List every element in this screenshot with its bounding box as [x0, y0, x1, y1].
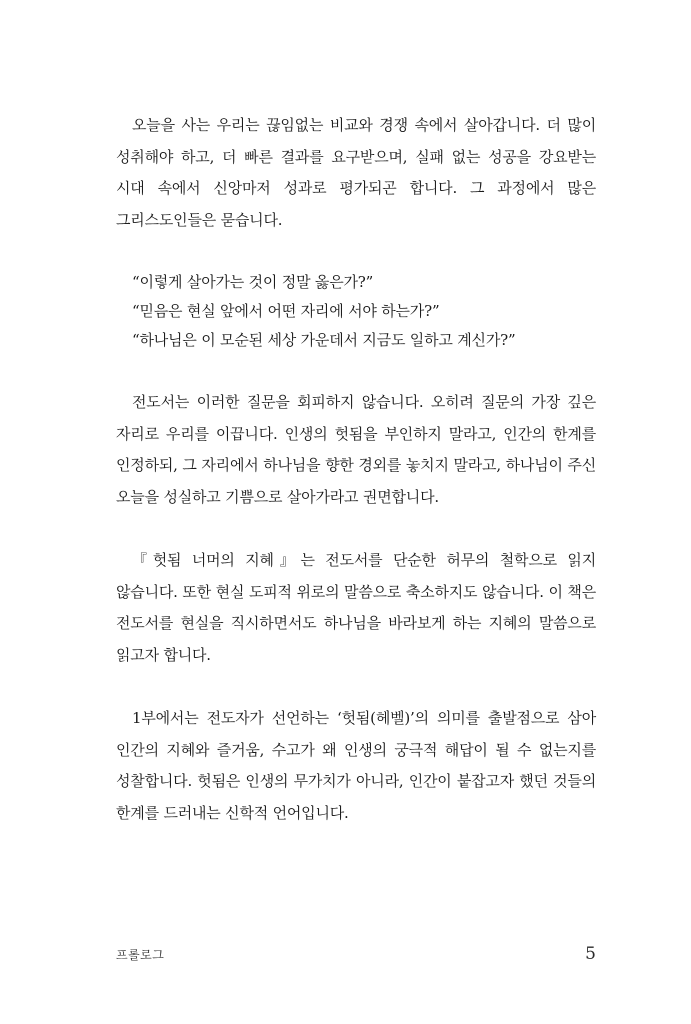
page-footer [116, 944, 596, 968]
quote-line: “믿음은 현실 앞에서 어떤 자리에 서야 하는가?” [132, 302, 440, 320]
paragraph-ecclesiastes: 전도서는 이러한 질문을 회피하지 않습니다. 오히려 질문의 가장 깊은 자리로 우리를 이끕니다. 인생의 헛됨을 부인하지 말라고, 인간의 한계를 인정하되, 그 자리에서 하나님을 향한 경외를 놓치지 말라고, 하나님이 주신 오늘을 성실하고 기쁨으로 살아가라고 권면합니다. [116, 393, 596, 506]
quote-list [116, 268, 596, 355]
page-body [116, 110, 596, 829]
quote-line: “이렇게 살아가는 것이 정말 옳은가?” [132, 273, 374, 291]
quote-line: “하나님은 이 모순된 세상 가운데서 지금도 일하고 계신가?” [132, 331, 516, 349]
paragraph-intro: 오늘을 사는 우리는 끊임없는 비교와 경쟁 속에서 살아갑니다. 더 많이 성취해야 하고, 더 빠른 결과를 요구받으며, 실패 없는 성공을 강요받는 시대 속에서 신앙마저 성과로 평가되곤 합니다. 그 과정에서 많은 그리스도인들은 묻습니다. [116, 116, 596, 229]
page-number: 5 [585, 944, 596, 964]
paragraph-book-intro: 『헛됨 너머의 지혜』는 전도서를 단순한 허무의 철학으로 읽지 않습니다. 또한 현실 도피적 위로의 말씀으로 축소하지도 않습니다. 이 책은 전도서를 현실을 직시하면서도 하나님을 바라보게 하는 지혜의 말씀으로 읽고자 합니다. [116, 551, 596, 664]
paragraph-part-one: 1부에서는 전도자가 선언하는 ‘헛됨(헤벨)’의 의미를 출발점으로 삼아 인간의 지혜와 즐거움, 수고가 왜 인생의 궁극적 해답이 될 수 없는지를 성찰합니다. 헛됨은 인생의 무가치가 아니라, 인간이 붙잡고자 했던 것들의 한계를 드러내는 신학적 언어입니다. [116, 709, 596, 822]
running-title: 프롤로그 [116, 948, 165, 962]
